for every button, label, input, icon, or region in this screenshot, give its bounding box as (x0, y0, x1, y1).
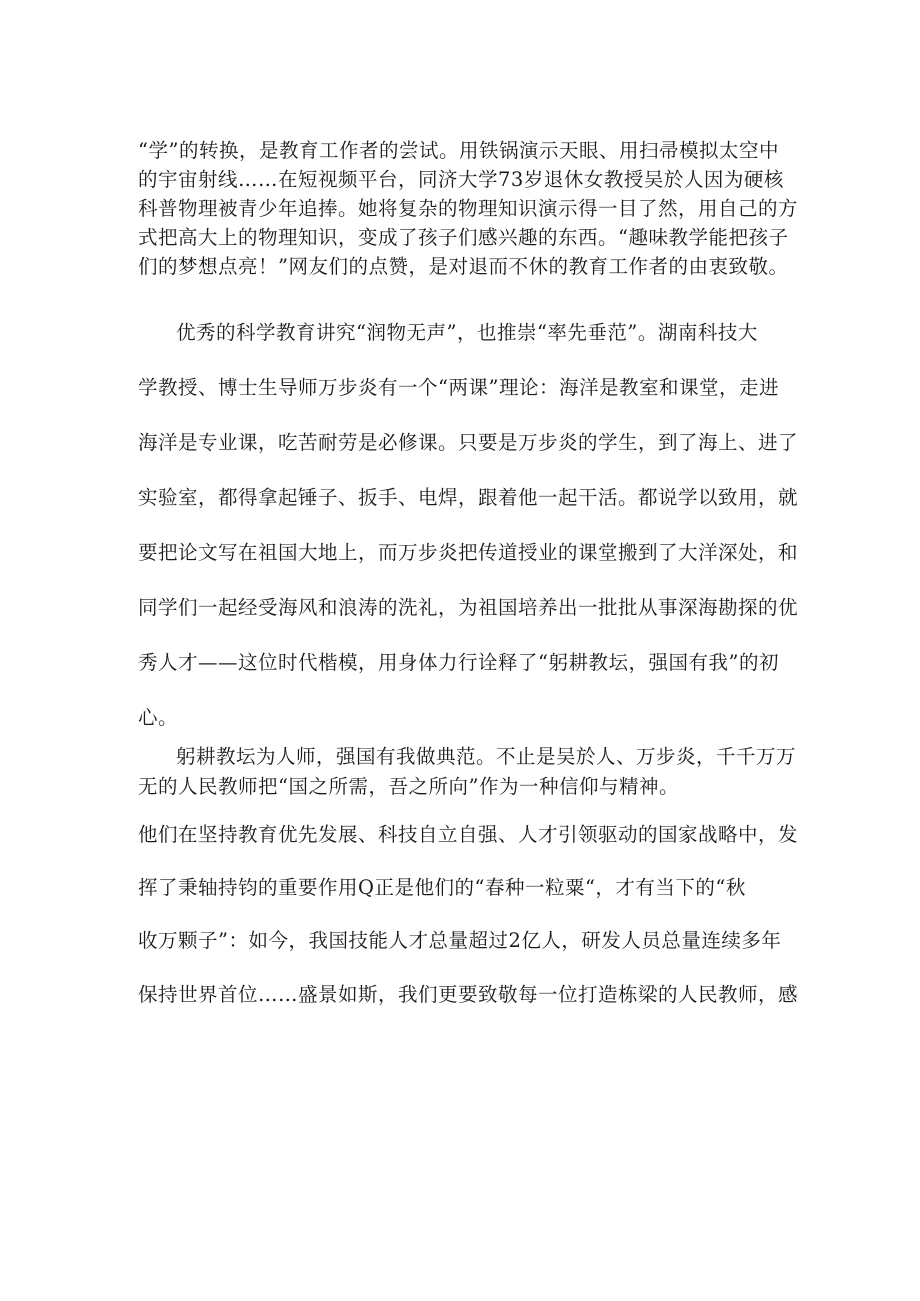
p2-line-4: 实验室，都得拿起锤子、扳手、电焊，跟着他一起干活。都说学以致用，就 (138, 486, 798, 509)
p3-line-5: 收万颗子”：如今，我国技能人才总量超过2亿人，研发人员总量连续多年 (138, 929, 782, 952)
p2-line-7: 秀人才——这位时代楷模，用身体力行诠释了“躬耕教坛，强国有我”的初 (138, 651, 779, 674)
p2-line-8: 心。 (138, 706, 179, 729)
p1-line-4: 式把高大上的物理知识，变成了孩子们感兴趣的东西。“趣味教学能把孩子 (138, 226, 789, 249)
p3-line-6: 保持世界首位……盛景如斯，我们更要致敬每一位打造栋梁的人民教师，感 (138, 983, 798, 1006)
p2-line-3: 海洋是专业课，吃苦耐劳是必修课。只要是万步炎的学生，到了海上、进了 (138, 431, 798, 454)
p1-line-3: 科普物理被青少年追捧。她将复杂的物理知识演示得一目了然，用自己的方 (138, 197, 798, 220)
p2-line-2: 学教授、博士生导师万步炎有一个“两课”理论：海洋是教室和课堂，走进 (138, 376, 779, 399)
p1-line-2: 的宇宙射线……在短视频平台，同济大学73岁退休女教授吴於人因为硬核 (138, 168, 784, 191)
p2-line-1: 优秀的科学教育讲究“润物无声”，也推崇“率先垂范”。湖南科技大 (176, 321, 758, 344)
p3-line-3: 他们在坚持教育优先发展、科技自立自强、人才引领驱动的国家战略中，发 (138, 823, 798, 846)
p3-line-2: 无的人民教师把“国之所需，吾之所向”作为一种信仰与精神。 (138, 775, 679, 798)
p3-line-1: 躬耕教坛为人师，强国有我做典范。不止是吴於人、万步炎，千千万万 (176, 745, 797, 768)
p1-line-1: “学”的转换，是教育工作者的尝试。用铁锅演示天眼、用扫帚模拟太空中 (138, 139, 779, 162)
p2-line-5: 要把论文写在祖国大地上，而万步炎把传道授业的课堂搬到了大洋深处，和 (138, 541, 798, 564)
p2-line-6: 同学们一起经受海风和浪涛的洗礼，为祖国培养出一批批从事深海勘探的优 (138, 596, 798, 619)
p3-line-4: 挥了秉轴持钧的重要作用Q正是他们的“春种一粒粟“，才有当下的“秋 (138, 876, 746, 899)
p1-line-5: 们的梦想点亮！”网友们的点赞，是对退而不休的教育工作者的由衷致敬。 (138, 255, 789, 278)
